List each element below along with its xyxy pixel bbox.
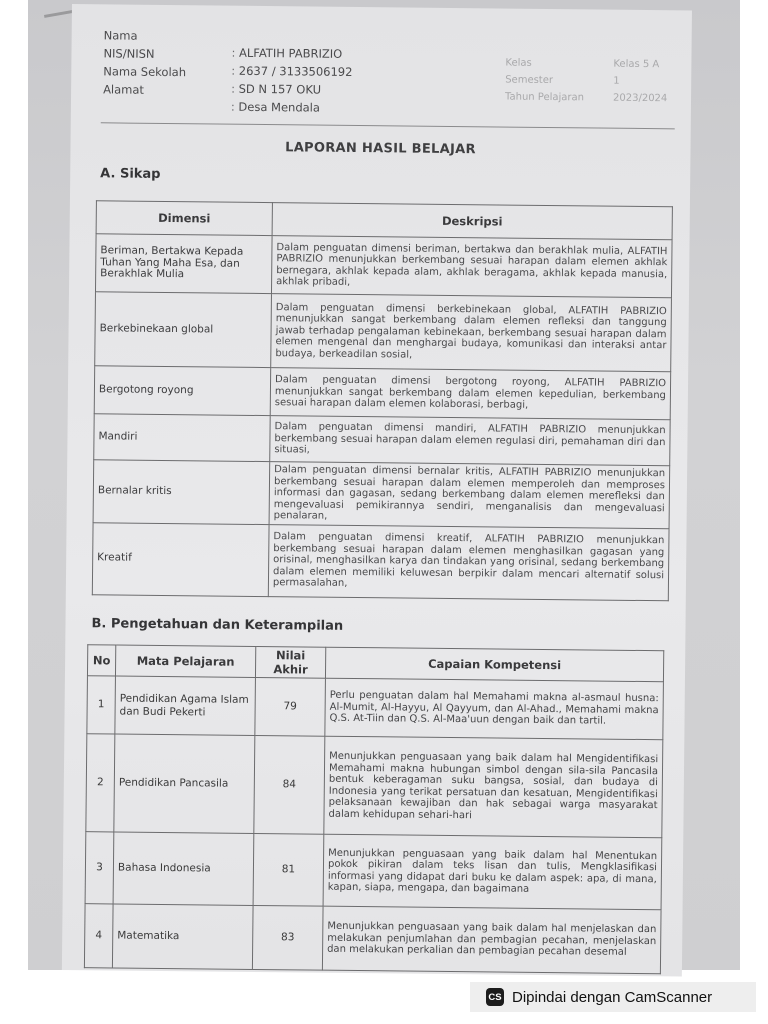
header-no: No: [87, 645, 115, 676]
report-title: LAPORAN HASIL BELAJAR: [285, 140, 476, 158]
sikap-row: [94, 414, 670, 466]
subject-no: 2: [86, 734, 115, 832]
value-tahun: 2023/2024: [612, 92, 668, 105]
header-capaian: Capaian Kompetensi: [325, 647, 663, 682]
subject-capaian: Perlu penguatan dalam hal Memahami makna al-asmaul husna: Al-Mumit, Al-Hayyu, Al Qayyum, dan Al-Ahad., Memahami makna Q.S. At-Tiin dan Q.S. Al-Maa'uun dengan baik dan tartil.: [325, 678, 664, 740]
subject-no: 1: [87, 676, 116, 734]
sikap-dimensi: Bergotong royong: [94, 366, 270, 416]
subject-name: Pendidikan Pancasila: [114, 734, 255, 833]
subject-score: 83: [252, 905, 323, 970]
sikap-deskripsi: Dalam penguatan dimensi bergotong royong, ALFATIH PABRIZIO menunjukkan sangat berkembang dalam elemen kepedulian, berkembang sesuai harapan dalam elemen kolaborasi, berbagi,: [270, 368, 670, 420]
header-deskripsi: Deskripsi: [272, 203, 672, 240]
label-semester: Semester: [505, 74, 554, 87]
camscanner-watermark: [470, 982, 756, 1012]
subject-row: [86, 734, 663, 838]
sikap-deskripsi: Dalam penguatan dimensi bernalar kritis, ALFATIH PABRIZIO menunjukkan berkembang sesuai harapan dalam elemen memperoleh dan memproses informasi dan gagasan, sedang berkembang dalam elemen merefleksi dan mengevaluasi pemikirannya sendiri, menganalisis dan mengevaluasi penalaran,: [269, 462, 670, 529]
sikap-row: [95, 292, 672, 372]
value-kelas: Kelas 5 A: [613, 58, 660, 71]
identity-right-labels: [505, 55, 585, 107]
sikap-dimensi: Mandiri: [94, 414, 270, 462]
sikap-row: [94, 366, 670, 420]
header-mata-pelajaran: Mata Pelajaran: [115, 645, 255, 677]
subject-name: Matematika: [112, 904, 253, 969]
value-nama: : ALFATIH PABRIZIO: [231, 44, 352, 63]
subject-name: Pendidikan Agama Islam dan Budi Pekerti: [115, 676, 256, 735]
subject-name: Bahasa Indonesia: [113, 832, 254, 905]
subject-no: 3: [85, 832, 114, 904]
sikap-dimensi: Beriman, Bertakwa Kepada Tuhan Yang Maha Esa, dan Berakhlak Mulia: [95, 234, 272, 294]
subject-no: 4: [84, 904, 113, 968]
camscanner-logo-icon: CS: [486, 988, 504, 1006]
header-divider: [101, 122, 675, 129]
subject-row: [84, 904, 661, 974]
sikap-deskripsi: Dalam penguatan dimensi mandiri, ALFATIH PABRIZIO menunjukkan berkembang sesuai harapan dalam elemen regulasi diri, pemahaman diri dan situasi,: [270, 416, 670, 466]
pengetahuan-table: [84, 644, 664, 974]
sikap-row: [92, 522, 669, 600]
subject-row: [85, 832, 662, 910]
subject-score: 81: [253, 833, 324, 906]
subject-capaian: Menunjukkan penguasaan yang baik dalam hal menjelaskan dan melakukan penjumlahan dan pembagian pecahan, menjelaskan dan melakukan perkalian dan pembagian pecahan desemal: [322, 906, 661, 974]
sikap-deskripsi: Dalam penguatan dimensi kreatif, ALFATIH PABRIZIO menunjukkan berkembang sesuai harapan dalam elemen menghasilkan gagasan yang orisinal, menghasilkan karya dan tindakan yang orisinal, sedang berkembang dalam elemen memiliki keluwesan berpikir dalam mencari alternatif solusi permasalahan,: [268, 524, 669, 600]
subject-score: 79: [255, 677, 326, 736]
header-nilai-akhir: Nilai Akhir: [255, 646, 325, 678]
identity-right-values: [613, 56, 668, 108]
sikap-row: [93, 460, 670, 529]
value-semester: 1: [613, 75, 620, 87]
identity-values: [231, 44, 353, 117]
camscanner-text: Dipindai dengan CamScanner: [512, 988, 713, 1006]
label-sekolah: Nama Sekolah: [103, 64, 187, 80]
label-nis: NIS/NISN: [103, 46, 155, 61]
value-nis: : 2637 / 3133506192: [231, 62, 352, 81]
label-alamat: Alamat: [103, 82, 145, 97]
value-sekolah: : SD N 157 OKU: [231, 80, 352, 99]
sikap-row: [95, 234, 672, 298]
sikap-dimensi: Berkebinekaan global: [95, 292, 272, 368]
value-alamat: : Desa Mendala: [231, 98, 352, 117]
sikap-deskripsi: Dalam penguatan dimensi beriman, bertakwa dan berakhlak mulia, ALFATIH PABRIZIO menunjukkan berkembang sesuai harapan dalam elemen akhlak bernegara, akhlak kepada alam, akhlak beragama, akhlak kepada manusia, akhlak pribadi,: [271, 236, 672, 298]
report-page: [62, 4, 692, 976]
subject-row: [87, 676, 664, 740]
label-tahun: Tahun Pelajaran: [504, 91, 585, 104]
subject-capaian: Menunjukkan penguasaan yang baik dalam hal Mengidentifikasi Memahami makna hubungan simbol dengan sila-sila Pancasila bentuk keberagaman suku bangsa, sosial, dan budaya di Indonesia yang terikat persatuan dan kesatuan, Mengidentifikasi pelaksanaan kewajiban dan hak sebagai warga masyarakat dalam kehidupan sehari-hari: [324, 736, 663, 838]
label-kelas: Kelas: [505, 57, 532, 69]
sikap-dimensi: Bernalar kritis: [93, 460, 270, 524]
section-b-title: B. Pengetahuan dan Keterampilan: [91, 616, 344, 634]
identity-labels: [103, 26, 186, 99]
sikap-deskripsi: Dalam penguatan dimensi berkebinekaan global, ALFATIH PABRIZIO menunjukkan sangat berkembang dalam elemen refleksi dan tanggung jawab terhadap pengalaman kebinekaan, berkembang sesuai harapan dalam elemen mengenal dan menghargai budaya, komunikasi dan interaksi antar budaya, berkeadilan sosial,: [271, 294, 672, 372]
header-dimensi: Dimensi: [96, 201, 272, 236]
sikap-table: [92, 200, 673, 601]
subject-score: 84: [254, 735, 325, 834]
subject-capaian: Menunjukkan penguasaan yang baik dalam hal Menentukan pokok pikiran dalam teks lisan dan tulis, Mengklasifikasi informasi yang didapat dari buku ke dalam aspek: apa, di mana, kapan, siapa, mengapa, dan bagaimana: [323, 834, 662, 910]
label-nama: Nama: [103, 28, 138, 43]
section-a-title: A. Sikap: [100, 166, 161, 182]
sikap-dimensi: Kreatif: [92, 522, 269, 596]
